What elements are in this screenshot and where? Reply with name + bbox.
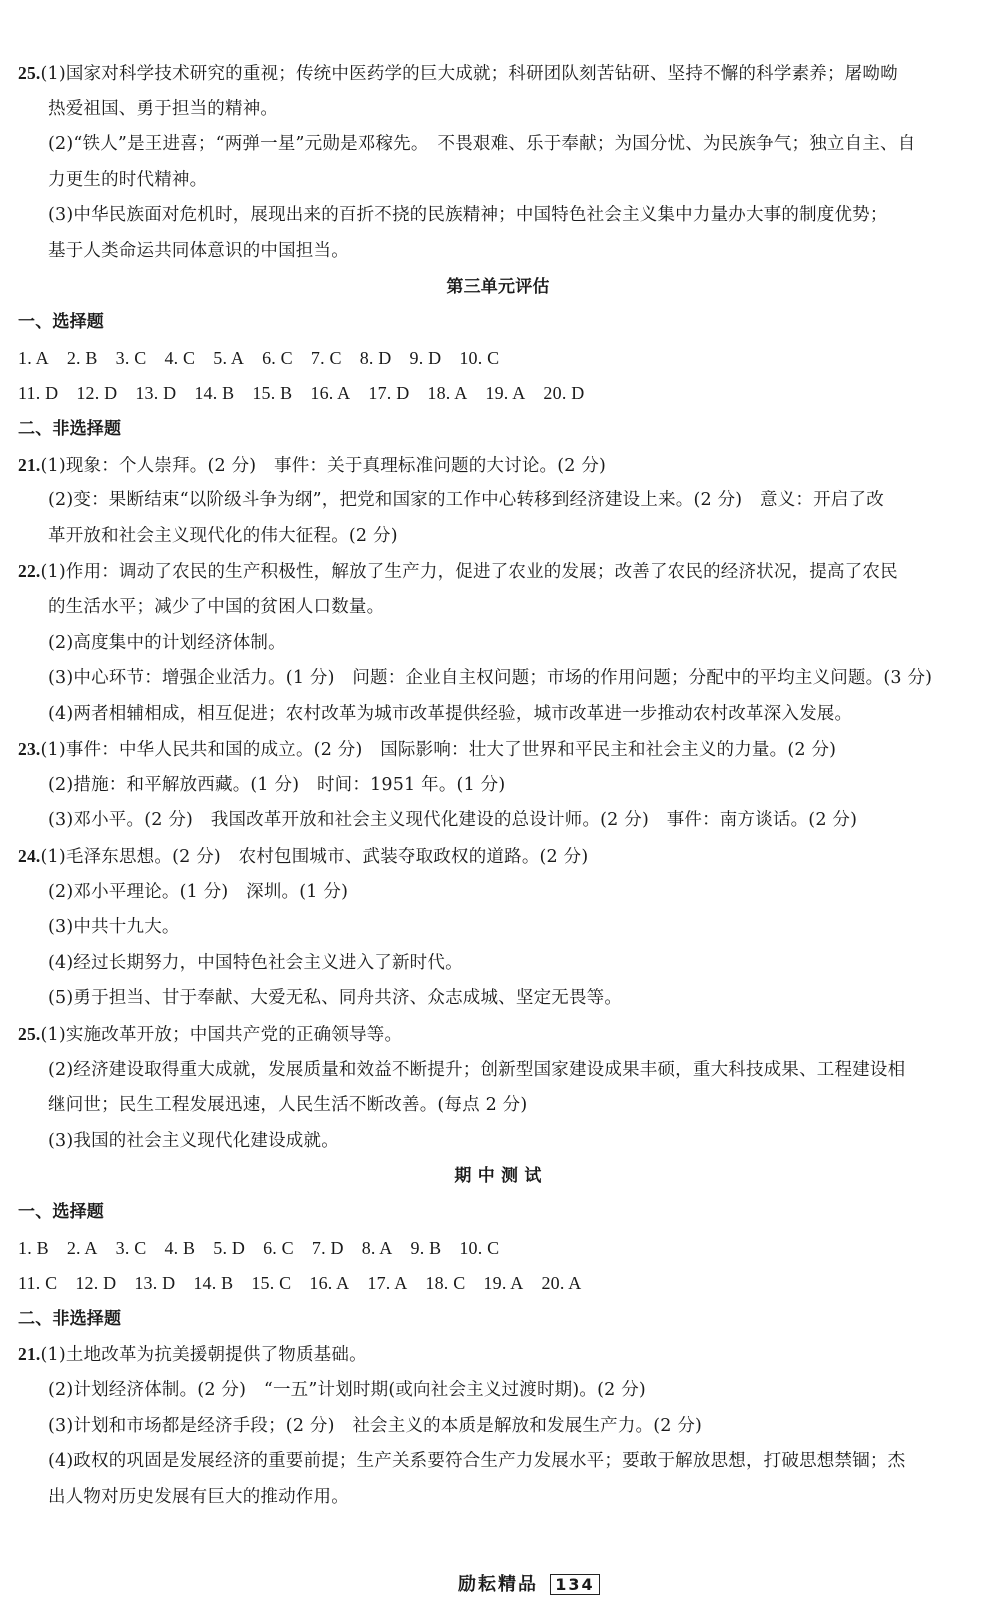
choice-answer: 13. D [135, 383, 177, 404]
choice-answers-row [18, 341, 978, 377]
choice-answer: 7. C [310, 347, 342, 368]
answer-line: 力更生的时代精神。 [48, 169, 208, 190]
choice-answer: 20. D [543, 383, 585, 404]
question-line [18, 1017, 978, 1053]
question-line [18, 839, 978, 875]
choice-answer: 8. A [361, 1237, 393, 1258]
choice-answer: 16. A [310, 383, 351, 404]
answer-line: (2)“铁人”是王进喜；“两弹一星”元勋是邓稼先。 不畏艰难、乐于奉献；为国分忧、为民族争气；独立自主、自 [48, 134, 916, 155]
answer-line: (5)勇于担当、甘于奉献、大爱无私、同舟共济、众志成城、坚定无畏等。 [48, 988, 623, 1009]
section-heading: 一、选择题 [18, 312, 104, 333]
answer-page [18, 56, 978, 1515]
choice-answer: 1. B [18, 1237, 49, 1258]
choice-answer: 13. D [134, 1273, 176, 1294]
question-line [18, 1337, 978, 1373]
answer-line: (3)中心环节：增强企业活力。(1 分) 问题：企业自主权问题；市场的作用问题；分配中的平均主义问题。(3 分) [48, 668, 933, 689]
answer-line: (2)高度集中的计划经济体制。 [48, 632, 286, 653]
choice-answer: 2. A [66, 1237, 98, 1258]
choice-answer: 3. C [115, 1237, 147, 1258]
question-number: 22. [18, 561, 41, 582]
footer-brand: 励耘精品 [458, 1574, 538, 1595]
question-number: 23. [18, 739, 41, 760]
choice-answer: 15. C [251, 1273, 292, 1294]
answer-line: (2)措施：和平解放西藏。(1 分) 时间：1951 年。(1 分) [48, 774, 506, 795]
page-footer [458, 1570, 600, 1596]
answer-line: 热爱祖国、勇于担当的精神。 [48, 98, 279, 119]
answer-line: (2)邓小平理论。(1 分) 深圳。(1 分) [48, 881, 349, 902]
choice-answer: 5. A [213, 347, 245, 368]
choice-answer: 18. C [425, 1273, 466, 1294]
question-number: 21. [18, 1344, 41, 1365]
answer-line: (3)中华民族面对危机时，展现出来的百折不挠的民族精神；中国特色社会主义集中力量办大事的制度优势； [48, 205, 888, 226]
choice-answer: 14. B [194, 383, 235, 404]
choice-answer: 6. C [263, 1237, 294, 1258]
section-heading: 一、选择题 [18, 1202, 104, 1222]
choice-answer: 17. D [368, 383, 410, 404]
answer-line: (4)政权的巩固是发展经济的重要前提；生产关系要符合生产力发展水平；要敢于解放思想，打破思想禁锢；杰 [48, 1451, 906, 1472]
choice-answer: 16. A [309, 1273, 350, 1294]
question-number: 24. [18, 846, 41, 867]
choice-answer: 15. B [252, 383, 293, 404]
choice-answer: 2. B [66, 347, 98, 368]
choice-answers-row [18, 376, 978, 412]
choice-answer: 19. A [483, 1273, 524, 1294]
answer-line: (4)经过长期努力，中国特色社会主义进入了新时代。 [48, 952, 463, 973]
answer-text: (1)毛泽东思想。(2 分) 农村包围城市、武装夺取政权的道路。(2 分) [40, 847, 589, 868]
answer-text: (1)实施改革开放；中国共产党的正确领导等。 [40, 1025, 403, 1046]
choice-answer: 14. B [193, 1273, 234, 1294]
question-line [18, 448, 978, 484]
choice-answer: 19. A [485, 383, 526, 404]
choice-answer: 12. D [76, 383, 118, 404]
question-line [18, 554, 978, 590]
answer-line: 基于人类命运共同体意识的中国担当。 [48, 240, 349, 261]
answer-text: (1)国家对科学技术研究的重视；传统中医药学的巨大成就；科研团队刻苦钻研、坚持不懈的科学素养；屠呦呦 [40, 64, 898, 84]
choice-answer: 3. C [115, 347, 147, 368]
choice-answer: 7. D [311, 1237, 344, 1258]
choice-answer: 4. B [164, 1237, 196, 1258]
answer-text: (1)事件：中华人民共和国的成立。(2 分) 国际影响：壮大了世界和平民主和社会主义的力量。(2 分) [40, 740, 837, 761]
page-number: 134 [550, 1574, 599, 1595]
choice-answers-row [18, 1231, 978, 1267]
choice-answer: 11. D [18, 383, 59, 404]
answer-line: (3)邓小平。(2 分) 我国改革开放和社会主义现代化建设的总设计师。(2 分) 事件：南方谈话。(2 分) [48, 810, 858, 831]
question-number: 25. [18, 1024, 41, 1045]
section-title: 第三单元评估 [446, 276, 550, 297]
section-title: 期 中 测 试 [454, 1166, 542, 1187]
answer-line: (3)我国的社会主义现代化建设成就。 [48, 1130, 339, 1151]
choice-answer: 1. A [18, 347, 49, 368]
choice-answer: 20. A [541, 1273, 582, 1294]
answer-line: 出人物对历史发展有巨大的推动作用。 [48, 1486, 349, 1507]
answer-text: (1)作用：调动了农民的生产积极性，解放了生产力，促进了农业的发展；改善了农民的经济状况，提高了农民 [40, 562, 898, 583]
question-line [18, 56, 978, 92]
question-line [18, 732, 978, 768]
choice-answer: 6. C [262, 347, 293, 368]
choice-answer: 4. C [164, 347, 196, 368]
choice-answer: 9. B [410, 1237, 442, 1258]
answer-text: (1)土地改革为抗美援朝提供了物质基础。 [40, 1345, 367, 1366]
answer-line: (2)经济建设取得重大成就，发展质量和效益不断提升；创新型国家建设成果丰硕，重大科技成果、工程建设相 [48, 1059, 906, 1080]
choice-answer: 5. D [213, 1237, 246, 1258]
answer-line: (2)变：果断结束“以阶级斗争为纲”，把党和国家的工作中心转移到经济建设上来。(2 分) 意义：开启了改 [48, 490, 884, 511]
choice-answer: 9. D [409, 347, 442, 368]
choice-answer: 10. C [459, 1237, 500, 1258]
choice-answers-row [18, 1266, 978, 1302]
answer-line: 继问世；民生工程发展迅速，人民生活不断改善。(每点 2 分) [48, 1095, 528, 1116]
choice-answer: 18. A [427, 383, 468, 404]
answer-line: 的生活水平；减少了中国的贫困人口数量。 [48, 596, 385, 617]
answer-line: (3)计划和市场都是经济手段；(2 分) 社会主义的本质是解放和发展生产力。(2 分) [48, 1415, 703, 1436]
choice-answer: 8. D [359, 347, 392, 368]
answer-line: (4)两者相辅相成，相互促进；农村改革为城市改革提供经验，城市改革进一步推动农村改革深入发展。 [48, 703, 853, 724]
answer-line: (2)计划经济体制。(2 分) “一五”计划时期(或向社会主义过渡时期)。(2 分) [48, 1379, 646, 1400]
section-heading: 二、非选择题 [18, 418, 122, 439]
choice-answer: 17. A [367, 1273, 408, 1294]
choice-answer: 10. C [459, 347, 500, 368]
choice-answer: 11. C [18, 1273, 58, 1294]
answer-line: 革开放和社会主义现代化的伟大征程。(2 分) [48, 525, 398, 546]
section-heading: 二、非选择题 [18, 1308, 122, 1329]
answer-line: (3)中共十九大。 [48, 917, 180, 938]
question-number: 21. [18, 454, 41, 475]
answer-text: (1)现象：个人崇拜。(2 分) 事件：关于真理标准问题的大讨论。(2 分) [40, 455, 607, 476]
choice-answer: 12. D [75, 1273, 117, 1294]
question-number: 25. [18, 63, 41, 83]
